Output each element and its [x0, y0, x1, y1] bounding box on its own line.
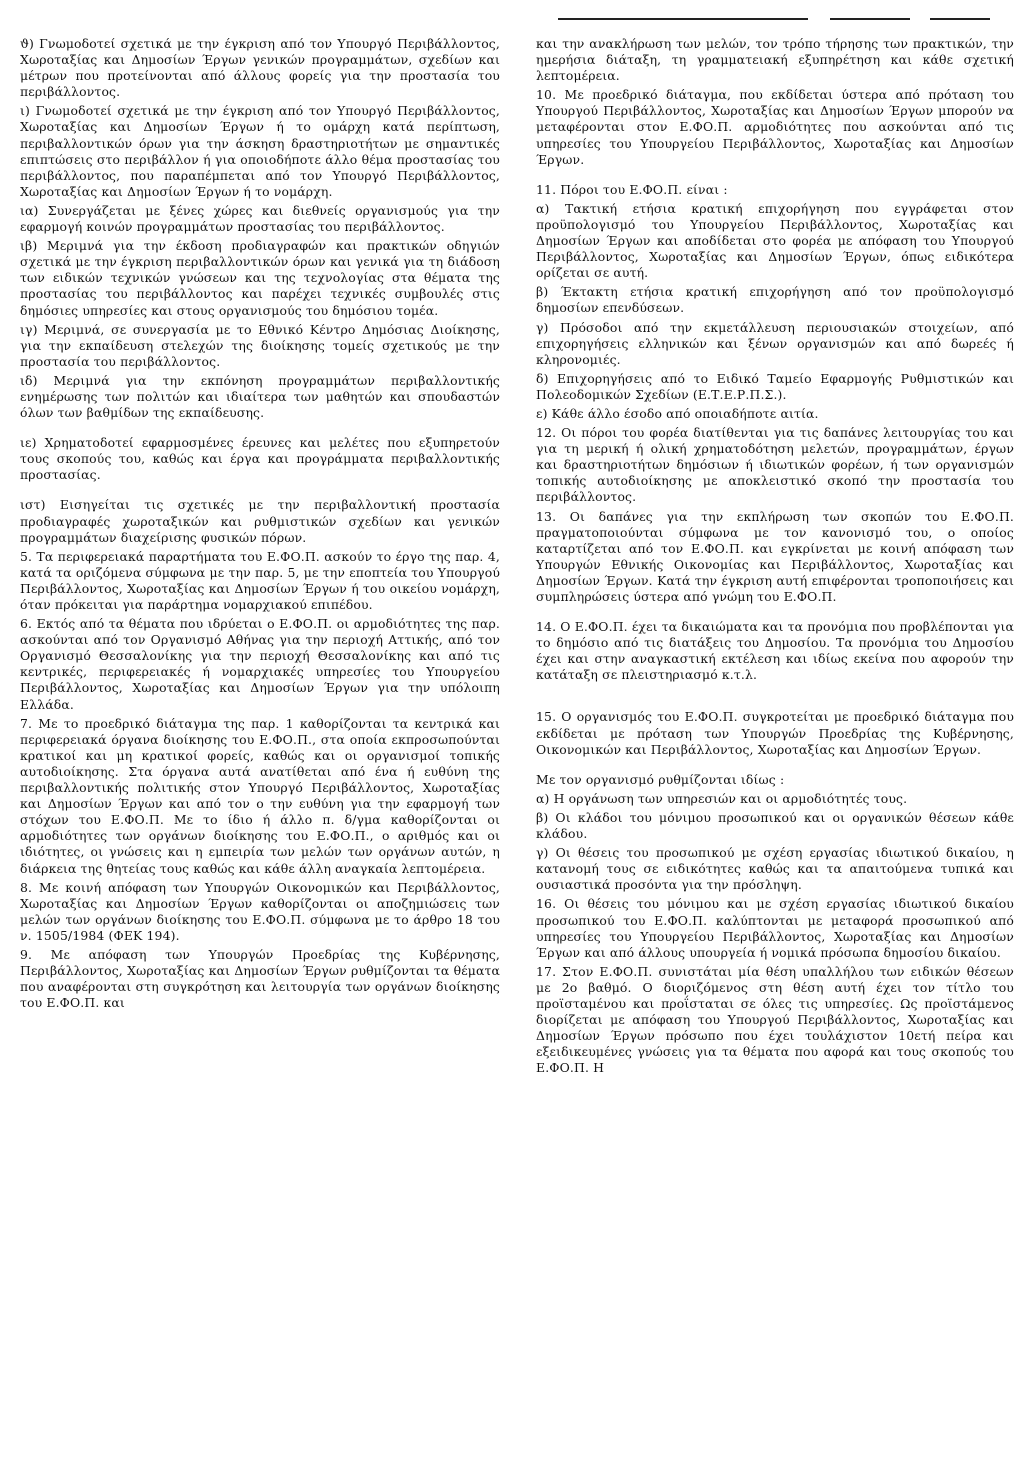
header-rule [558, 18, 808, 20]
paragraph: δ) Επιχορηγήσεις από το Ειδικό Ταμείο Εφαρμογής Ρυθμιστικών και Πολεοδομικών Σχεδίων (Ε.Τ.Ε.Ρ.Π.Σ.). [536, 370, 1014, 402]
paragraph: α) Η οργάνωση των υπηρεσιών και οι αρμοδιότητές τους. [536, 790, 908, 806]
paragraph: και την ανακλήρωση των μελών, τον τρόπο τήρησης των πρακτικών, την ημερήσια διάταξη, τη γραμματειακή εξυπηρέτηση και κάθε σχετική λεπτομέρεια. [536, 36, 1014, 84]
paragraph: 9. Με απόφαση των Υπουργών Προεδρίας της Κυβέρνησης, Περιβάλλοντος, Χωροταξίας και Δημοσίων Έργων ρυθμίζονται τα θέματα που αναφέρονται στη συγκρότηση και λειτουργία των οργάνων διοίκησης του Ε.ΦΟ.Π. και [20, 946, 500, 1011]
header-rule [830, 18, 910, 20]
paragraph: 12. Οι πόροι του φορέα διατίθενται για τις δαπάνες λειτουργίας του και για τη μερική ή ολική χρηματοδότηση μελετών, προγραμμάτων, έργων και δραστηριοτήτων δημόσιων ή ιδιωτικών φορέων, ή των οργανισμών τοπικής αυτοδιοίκησης με αποκλειστικό σκοπό την προστασία του περιβάλλοντος. [536, 425, 1014, 505]
paragraph: 15. Ο οργανισμός του Ε.ΦΟ.Π. συγκροτείται με προεδρικό διάταγμα που εκδίδεται με πρόταση των Υπουργών Προεδρίας της Κυβέρνησης, Οικονομικών και Περιβάλλοντος, Χωροταξίας και Δημοσίων Έργων. [536, 709, 1014, 757]
paragraph: ϑ) Γνωμοδοτεί σχετικά με την έγκριση από τον Υπουργό Περιβάλλοντος, Χωροταξίας και Δημοσίων Έργων γενικών προγραμμάτων, σχεδίων και μέτρων που προτείνονται από άλλους φορείς για την προστασία του περιβάλλοντος. [20, 36, 500, 100]
paragraph: 6. Εκτός από τα θέματα που ιδρύεται ο Ε.ΦΟ.Π. οι αρμοδιότητες της παρ. ασκούνται από τον Οργανισμό Αθήνας για την περιοχή Αττικής, από τον Οργανισμό Θεσσαλονίκης για την περιοχή Θεσσαλονίκης και από τις κεντρικές, περιφερειακές ή νομαρχιακές υπηρεσίες του Υπουργείου Περιβάλλοντος, Χωροταξίας και Δημοσίων Έργων για την υπόλοιπη Ελλάδα. [20, 616, 500, 712]
left-column [20, 36, 500, 1011]
header-rule [930, 18, 990, 20]
paragraph: ιγ) Μεριμνά, σε συνεργασία με το Εθνικό Κέντρο Δημόσιας Διοίκησης, για την εκπαίδευση στελεχών της διοίκησης τομείς σχετικούς με την προστασία του περιβάλλοντος. [20, 321, 500, 369]
paragraph: 5. Τα περιφερειακά παραρτήματα του Ε.ΦΟ.Π. ασκούν το έργο της παρ. 4, κατά τα οριζόμενα σύμφωνα με την παρ. 5, με την εποπτεία του Υπουργού Περιβάλλοντος, Χωροταξίας και Δημοσίων Έργων ή του οικείου νομάρχη, όταν πρόκειται για παράρτημα νομαρχιακού επιπέδου. [20, 548, 500, 612]
paragraph: β) Έκτακτη ετήσια κρατική επιχορήγηση από τον προϋπολογισμό δημοσίων επενδύσεων. [536, 284, 1014, 316]
paragraph: ιε) Χρηματοδοτεί εφαρμοσμένες έρευνες και μελέτες που εξυπηρετούν τους σκοπούς του, καθώς και έργα και προγράμματα περιβαλλοντικής προστασίας. [20, 435, 500, 483]
right-column [536, 36, 1014, 1076]
paragraph: ιδ) Μεριμνά για την εκπόνηση προγραμμάτων περιβαλλοντικής ενημέρωσης των πολιτών και ιδιαίτερα των μαθητών και σπουδαστών όλων των βαθμίδων της εκπαίδευσης. [20, 372, 500, 421]
paragraph: ιβ) Μεριμνά για την έκδοση προδιαγραφών και πρακτικών οδηγιών σχετικά με την έγκριση περιβαλλοντικών όρων και γενικά για τη διάδοση των ειδικών τεχνικών γνώσεων και της τεχνολογίας στα θέματα της προστασίας του περιβάλλοντος και παρέχει τεχνικές συμβουλές στις δημόσιες υπηρεσίες και στους οργανισμούς του δημόσιου τομέα. [20, 238, 500, 318]
paragraph: γ) Πρόσοδοι από την εκμετάλλευση περιουσιακών στοιχείων, από επιχορηγήσεις ελληνικών και ξένων οργανισμών και από δωρεές ή κληρονομιές. [536, 319, 1014, 367]
paragraph: Με τον οργανισμό ρυθμίζονται ιδίως : [536, 771, 785, 787]
paragraph: 13. Οι δαπάνες για την εκπλήρωση των σκοπών του Ε.ΦΟ.Π. πραγματοποιούνται σύμφωνα με τον κανονισμό του, ο οποίος καταρτίζεται από τον Ε.ΦΟ.Π. και εγκρίνεται με κοινή απόφαση των Υπουργών Εθνικής Οικονομίας και Περιβάλλοντος, Χωροταξίας και Δημοσίων Έργων. Κατά την έγκριση αυτή επιφέρονται τροποποιήσεις και συμπληρώσεις ύστερα από γνώμη του Ε.ΦΟ.Π. [536, 508, 1014, 604]
paragraph: 7. Με το προεδρικό διάταγμα της παρ. 1 καθορίζονται τα κεντρικά και περιφερειακά όργανα διοίκησης του Ε.ΦΟ.Π., στα οποία εκπροσωπούνται κρατικοί και μη κρατικοί φορείς, καθώς και οι οργανισμοί τοπικής αυτοδιοίκησης. Στα όργανα αυτά ανατίθεται από ένα ή ευθύνη της περιβαλλοντικής πολιτικής στον Υπουργό Περιβάλλοντος, Χωροταξίας και Δημοσίων Έργων και από τον ο την ευθύνη για την εφαρμογή των στόχων του Ε.ΦΟ.Π. Με το ίδιο ή άλλο π. δ/γμα καθορίζονται οι αρμοδιότητες των οργάνων διοίκησης του Ε.ΦΟ.Π., ο αριθμός και οι ιδιότητες, οι γνώσεις και η εμπειρία των μελών των οργάνων αυτών, η διάρκεια της θητείας τους καθώς και κάθε άλλη αναγκαία λεπτομέρεια. [20, 715, 500, 876]
paragraph: 11. Πόροι του Ε.ΦΟ.Π. είναι : [536, 181, 728, 197]
paragraph: 8. Με κοινή απόφαση των Υπουργών Οικονομικών και Περιβάλλοντος, Χωροταξίας και Δημοσίων Έργων καθορίζονται οι αποζημιώσεις των μελών των οργάνων διοίκησης του Ε.ΦΟ.Π. σύμφωνα με το άρθρο 18 του ν. 1505/1984 (ΦΕΚ 194). [20, 879, 500, 943]
paragraph: 16. Οι θέσεις του μόνιμου και με σχέση εργασίας ιδιωτικού δικαίου προσωπικού του Ε.ΦΟ.Π. καλύπτονται με μεταφορά προσωπικού από υπηρεσίες του Υπουργείου Περιβάλλοντος, Χωροταξίας και Δημοσίων Έργων και από άλλους υπουργεία ή νομικά πρόσωπα δημοσίου δικαίου. [536, 896, 1014, 960]
paragraph: ε) Κάθε άλλο έσοδο από οποιαδήποτε αιτία. [536, 405, 819, 421]
paragraph: 14. Ο Ε.ΦΟ.Π. έχει τα δικαιώματα και τα προνόμια που προβλέπονται για το δημόσιο από τις διατάξεις του Δημοσίου. Τα προνόμια του Δημοσίου έχει και στην αναγκαστική εκτέλεση και ιδίως εκείνα που αφορούν την κατάταξη σε πλειστηριασμό κ.τ.λ. [536, 619, 1014, 683]
paragraph: α) Τακτική ετήσια κρατική επιχορήγηση που εγγράφεται στον προϋπολογισμό του Υπουργείου Περιβάλλοντος, Χωροταξίας και Δημοσίων Έργων και αποδίδεται στο φορέα με απόφαση του Υπουργού Περιβάλλοντος, Χωροταξίας και Δημοσίων Έργων, όπως ειδικότερα ορίζεται σε αυτή. [536, 200, 1014, 281]
paragraph: ια) Συνεργάζεται με ξένες χώρες και διεθνείς οργανισμούς για την εφαρμογή κοινών προγραμμάτων προστασίας του περιβάλλοντος. [20, 202, 500, 235]
paragraph: β) Οι κλάδοι του μόνιμου προσωπικού και οι οργανικών θέσεων κάθε κλάδου. [536, 809, 1014, 842]
paragraph: γ) Οι θέσεις του προσωπικού με σχέση εργασίας ιδιωτικού δικαίου, η κατανομή τους σε ειδικότητες καθώς και τα απαιτούμενα τυπικά και ουσιαστικά προσόντα για την πρόσληψη. [536, 845, 1014, 893]
paragraph: ιστ) Εισηγείται τις σχετικές με την περιβαλλοντική προστασία προδιαγραφές χωροταξικών και ρυθμιστικών σχεδίων και γενικών προγραμμάτων διαχείρισης φυσικών πόρων. [20, 497, 500, 545]
paragraph: 17. Στον Ε.ΦΟ.Π. συνιστάται μία θέση υπαλλήλου των ειδικών θέσεων με 2ο βαθμό. Ο διοριζόμενος στη θέση αυτή έχει τον τίτλο του προϊσταμένου και προΐσταται σε όλες τις υπηρεσίες. Ως προϊστάμενος διορίζεται με απόφαση του Υπουργού Περιβάλλοντος, Χωροταξίας και Δημοσίων Έργων πρόσωπο που έχει τουλάχιστον 10ετή πείρα και εξειδικευμένες γνώσεις για τα θέματα που αφορά και τους σκοπούς του Ε.ΦΟ.Π. Η [536, 963, 1014, 1076]
paragraph: ι) Γνωμοδοτεί σχετικά με την έγκριση από τον Υπουργό Περιβάλλοντος, Χωροταξίας και Δημοσίων Έργων ή το ομάρχη κατά περίπτωση, περιβαλλοντικών όρων για την άσκηση δραστηριοτήτων με σημαντικές επιπτώσεις στο περιβάλλον ή για οποιοδήποτε άλλο θέμα προστασίας του περιβάλλοντος, που παραπέμπεται από τον Υπουργό Περιβάλλοντος, Χωροταξίας και Δημοσίων Έργων ή το νομάρχη. [20, 103, 500, 199]
paragraph: 10. Με προεδρικό διάταγμα, που εκδίδεται ύστερα από πρόταση του Υπουργού Περιβάλλοντος, Χωροταξίας και Δημοσίων Έργων μπορούν να μεταφέρονται στον Ε.ΦΟ.Π. αρμοδιότητες που ασκούνται από τις υπηρεσίες του Υπουργείου Περιβάλλοντος, Χωροταξίας και Δημοσίων Έργων. [536, 87, 1014, 167]
